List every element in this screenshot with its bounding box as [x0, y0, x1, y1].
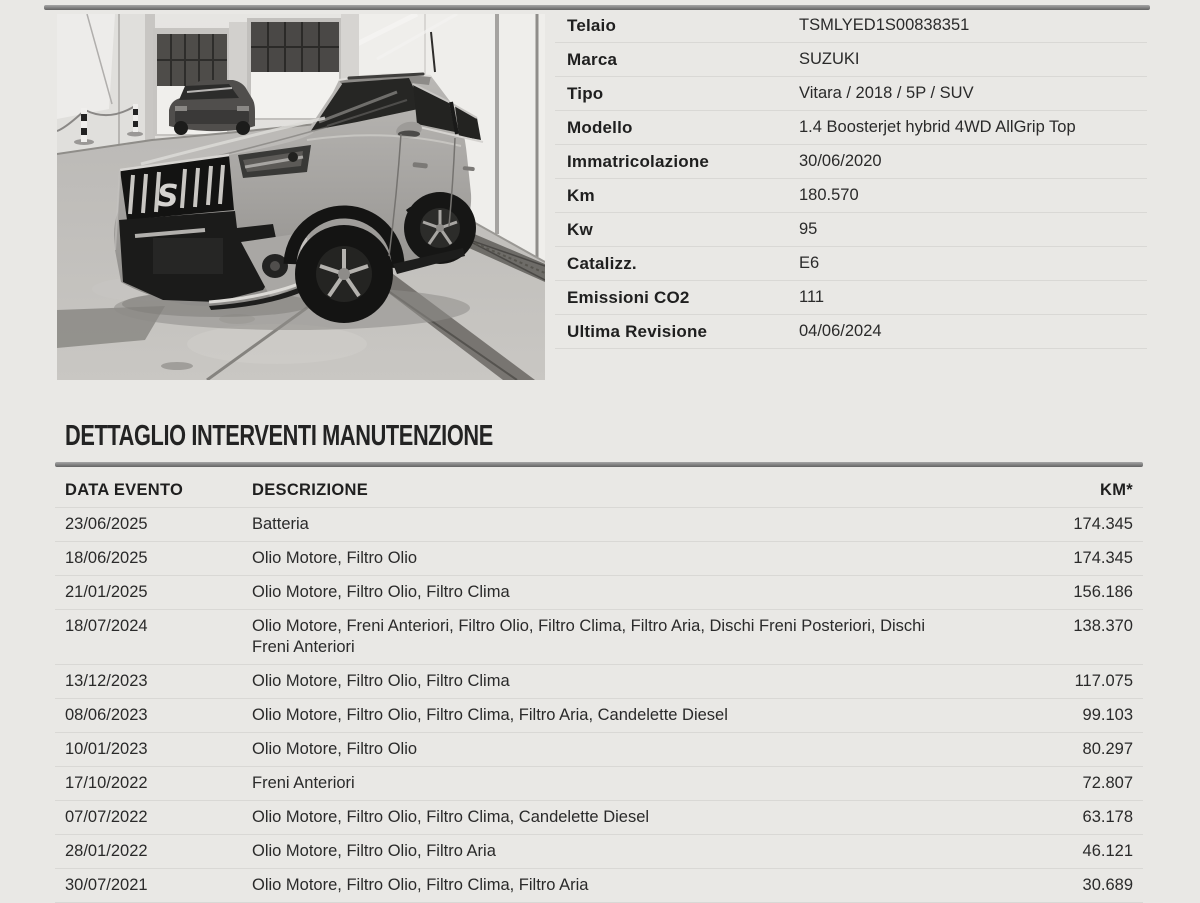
event-date-cell: 07/07/2022: [65, 808, 148, 826]
spec-row: [555, 9, 1147, 43]
table-row: [55, 835, 1143, 869]
event-date-cell: 10/01/2023: [65, 740, 148, 758]
maintenance-table-header: [55, 474, 1143, 508]
spec-row: [555, 77, 1147, 111]
spec-value: 95: [799, 220, 818, 238]
spec-value: TSMLYED1S00838351: [799, 16, 970, 34]
km-cell: 138.370: [1073, 617, 1133, 635]
spec-label: Marca: [567, 50, 618, 69]
spec-row: [555, 315, 1147, 349]
km-cell: 117.075: [1074, 672, 1133, 690]
column-header-description: DESCRIZIONE: [252, 481, 369, 499]
spec-label: Emissioni CO2: [567, 288, 690, 307]
spec-value: 30/06/2020: [799, 152, 882, 170]
table-row: [55, 801, 1143, 835]
vehicle-spec-table: [555, 9, 1147, 349]
description-cell: Olio Motore, Filtro Olio: [252, 740, 418, 758]
description-cell: Olio Motore, Filtro Olio, Filtro Clima, Candelette Diesel: [252, 808, 650, 826]
spec-row: [555, 179, 1147, 213]
spec-value: 180.570: [799, 186, 859, 204]
event-date-cell: 17/10/2022: [65, 774, 148, 792]
spec-row: [555, 213, 1147, 247]
table-row: [55, 576, 1143, 610]
spec-value: 1.4 Boosterjet hybrid 4WD AllGrip Top: [799, 118, 1076, 136]
event-date-cell: 18/06/2025: [65, 549, 148, 567]
table-row: [55, 542, 1143, 576]
km-cell: 174.345: [1073, 549, 1133, 567]
spec-value: SUZUKI: [799, 50, 860, 68]
column-header-km: KM*: [1100, 481, 1133, 499]
description-cell: Olio Motore, Filtro Olio: [252, 549, 418, 567]
km-cell: 80.297: [1082, 740, 1133, 758]
table-row: [55, 767, 1143, 801]
spec-row: [555, 43, 1147, 77]
km-cell: 99.103: [1082, 706, 1133, 724]
km-cell: 72.807: [1082, 774, 1133, 792]
spec-value: Vitara / 2018 / 5P / SUV: [799, 84, 974, 102]
table-row: [55, 699, 1143, 733]
spec-label: Immatricolazione: [567, 152, 710, 171]
spec-value: 04/06/2024: [799, 322, 882, 340]
event-date-cell: 18/07/2024: [65, 617, 148, 635]
spec-label: Catalizz.: [567, 254, 637, 273]
spec-row: [555, 247, 1147, 281]
suzuki-logo: S: [157, 179, 179, 214]
table-row: [55, 869, 1143, 903]
description-cell: Olio Motore, Freni Anteriori, Filtro Olio, Filtro Clima, Filtro Aria, Dischi Freni Posteriori, Dischi Freni Anteriori: [252, 617, 925, 656]
km-cell: 174.345: [1073, 515, 1133, 533]
maintenance-table-body: [55, 508, 1143, 903]
event-date-cell: 13/12/2023: [65, 672, 148, 690]
description-cell: Olio Motore, Filtro Olio, Filtro Aria: [252, 842, 496, 860]
description-cell: Olio Motore, Filtro Olio, Filtro Clima: [252, 672, 510, 690]
vehicle-photo: [57, 14, 545, 380]
spec-value: E6: [799, 254, 820, 272]
spec-row: [555, 281, 1147, 315]
spec-label: Ultima Revisione: [567, 322, 708, 341]
event-date-cell: 23/06/2025: [65, 515, 148, 533]
km-cell: 156.186: [1073, 583, 1133, 601]
event-date-cell: 28/01/2022: [65, 842, 148, 860]
km-cell: 63.178: [1082, 808, 1133, 826]
maintenance-section-title: DETTAGLIO INTERVENTI MANUTENZIONE: [65, 420, 493, 452]
table-row: [55, 665, 1143, 699]
spec-label: Telaio: [567, 16, 617, 35]
spec-label: Km: [567, 186, 595, 205]
table-row: [55, 733, 1143, 767]
column-header-date: DATA EVENTO: [65, 481, 184, 499]
suzuki-vitara-garage-photo: [57, 14, 545, 380]
spec-label: Modello: [567, 118, 633, 137]
spec-row: [555, 145, 1147, 179]
description-cell: Freni Anteriori: [252, 774, 355, 792]
km-cell: 46.121: [1082, 842, 1133, 860]
spec-row: [555, 111, 1147, 145]
spec-label: Tipo: [567, 84, 604, 103]
spec-value: 111: [799, 288, 825, 306]
km-cell: 30.689: [1082, 876, 1133, 894]
description-cell: Batteria: [252, 515, 309, 533]
description-cell: Olio Motore, Filtro Olio, Filtro Clima, Filtro Aria: [252, 876, 589, 894]
event-date-cell: 30/07/2021: [65, 876, 148, 894]
spec-label: Kw: [567, 220, 593, 239]
event-date-cell: 08/06/2023: [65, 706, 148, 724]
maintenance-divider-rule: [55, 462, 1143, 467]
table-row: [55, 610, 1143, 665]
event-date-cell: 21/01/2025: [65, 583, 148, 601]
description-cell: Olio Motore, Filtro Olio, Filtro Clima, Filtro Aria, Candelette Diesel: [252, 706, 728, 724]
maintenance-table: [55, 474, 1143, 903]
description-cell: Olio Motore, Filtro Olio, Filtro Clima: [252, 583, 510, 601]
table-row: [55, 508, 1143, 542]
